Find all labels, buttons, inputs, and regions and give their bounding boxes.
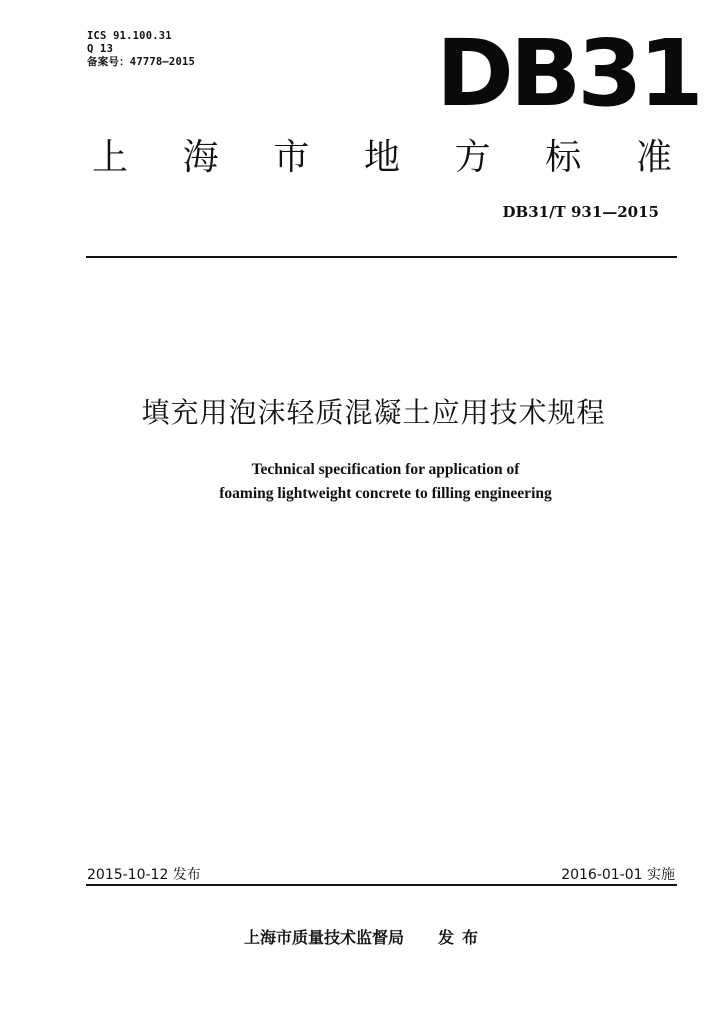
- filing-number: 备案号：47778—2015: [87, 56, 196, 68]
- title-english-line-2: foaming lightweight concrete to filling engineering: [219, 485, 552, 502]
- standard-type-char: 上: [92, 137, 129, 178]
- standard-type-char: 市: [273, 137, 310, 178]
- standard-type-char: 标: [545, 137, 582, 178]
- standard-type-char: 准: [635, 137, 672, 178]
- title-english: [0, 458, 727, 506]
- db31-logo: DB31: [436, 20, 700, 127]
- standard-type-char: 方: [454, 137, 491, 178]
- title-english-line-1: Technical specification for application of: [251, 461, 520, 478]
- standard-type-char: 海: [182, 137, 219, 178]
- standard-type-char: 地: [363, 137, 400, 178]
- standard-type-heading: [92, 138, 672, 178]
- document-metadata: [87, 30, 195, 69]
- standard-code: DB31/T 931—2015: [502, 203, 659, 221]
- bottom-divider: [86, 884, 677, 886]
- implementation-date: 2016-01-01 实施: [561, 867, 675, 883]
- ics-code: ICS 91.100.31: [87, 30, 172, 42]
- issue-date: 2015-10-12 发布: [87, 867, 201, 883]
- issuer-name: 上海市质量技术监督局: [244, 928, 405, 947]
- issuing-authority: [244, 925, 486, 948]
- issuer-verb: 发布: [438, 928, 487, 947]
- classification-code: Q 13: [87, 43, 114, 55]
- top-divider: [86, 256, 677, 258]
- title-chinese: 填充用泡沫轻质混凝土应用技术规程: [141, 396, 606, 429]
